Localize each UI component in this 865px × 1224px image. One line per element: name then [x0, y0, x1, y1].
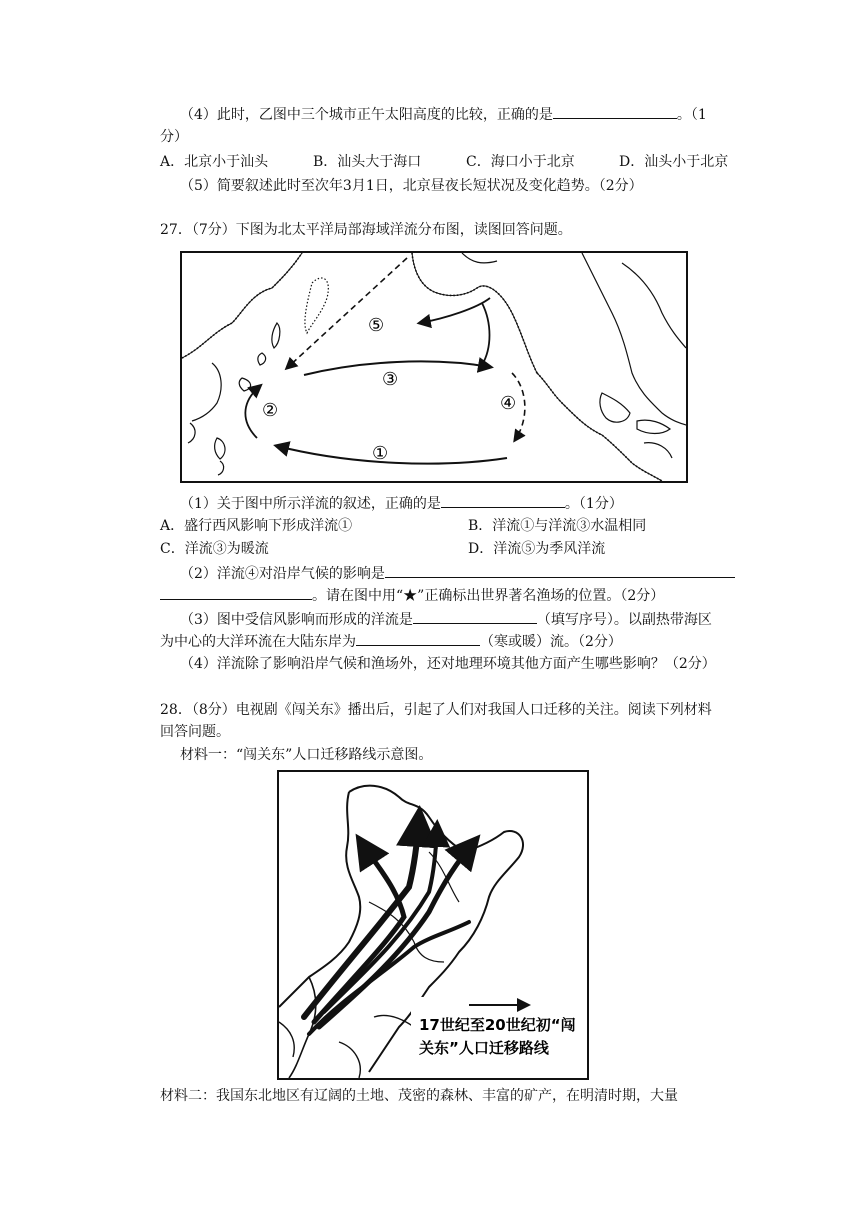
answer-blank[interactable]: [356, 631, 480, 646]
q27-part2-line2: 。请在图中用“★”正确标出世界著名渔场的位置。（2分）: [160, 585, 664, 606]
label-1: ①: [372, 443, 389, 464]
migration-arrow: [314, 842, 404, 1022]
option-c: C．海口小于北京: [466, 154, 575, 170]
answer-blank[interactable]: [160, 585, 312, 600]
migration-diagram: [279, 772, 587, 1078]
q27-option-a: A．盛行西风影响下形成洋流①: [160, 518, 353, 534]
q27-option-b: B．洋流①与洋流③水温相同: [468, 518, 647, 534]
q27-part2: （2）洋流④对沿岸气候的影响是: [180, 563, 735, 584]
q28-material1: 材料一：“闯关东”人口迁移路线示意图。: [180, 747, 433, 763]
current-5-return-arrow: [420, 298, 490, 323]
label-4: ④: [500, 393, 517, 414]
current-2-arrow: [245, 386, 260, 438]
q27-part3-line2: 为中心的大洋环流在大陆东岸为 （寒或暖）流。（2分）: [160, 631, 622, 652]
answer-blank[interactable]: [553, 104, 677, 119]
q27-option-d: D．洋流⑤为季风洋流: [468, 541, 606, 557]
q28-stem-line2: 回答问题。: [160, 724, 230, 740]
q26-part4: （4）此时，乙图中三个城市正午太阳高度的比较，正确的是 。（1: [180, 104, 707, 125]
q26-part5: （5）简要叙述此时至次年3月1日，北京昼夜长短状况及变化趋势。（2分）: [180, 178, 643, 194]
legend-text-line1: 17世纪至20世纪初“闯: [419, 1016, 576, 1034]
q27-stem: 27．（7分）下图为北太平洋局部海域洋流分布图，读图回答问题。: [160, 222, 572, 238]
answer-blank[interactable]: [441, 493, 565, 508]
current-1-arrow: [277, 446, 507, 464]
q28-stem-line1: 28．（8分）电视剧《闯关东》播出后，引起了人们对我国人口迁移的关注。阅读下列材料: [160, 702, 712, 718]
pacific-current-map: [180, 251, 688, 483]
label-5: ⑤: [368, 315, 385, 336]
migration-route-map: [277, 770, 589, 1080]
q27-option-c: C．洋流③为暖流: [160, 541, 269, 557]
q27-part1: （1）关于图中所示洋流的叙述，正确的是 。（1分）: [180, 493, 623, 514]
option-a: A．北京小于汕头: [160, 154, 269, 170]
option-d: D．汕头小于北京: [619, 154, 729, 170]
q27-part4: （4）洋流除了影响沿岸气候和渔场外，还对地理环境其他方面产生哪些影响？（2分）: [180, 656, 716, 672]
label-2: ②: [262, 400, 279, 421]
q26-part4-line2: 分）: [160, 129, 188, 145]
q27-part3: （3）图中受信风影响而形成的洋流是 （填写序号）。以副热带海区: [180, 609, 712, 630]
ocean-current-diagram: [182, 253, 686, 481]
answer-blank[interactable]: [385, 563, 735, 578]
option-b: B．汕头大于海口: [313, 154, 422, 170]
label-3: ③: [382, 369, 399, 390]
q28-material2: 材料二：我国东北地区有辽阔的土地、茂密的森林、丰富的矿产，在明清时期，大量: [160, 1088, 678, 1104]
answer-blank[interactable]: [413, 609, 537, 624]
legend-text-line2: 关东”人口迁移路线: [419, 1039, 549, 1057]
